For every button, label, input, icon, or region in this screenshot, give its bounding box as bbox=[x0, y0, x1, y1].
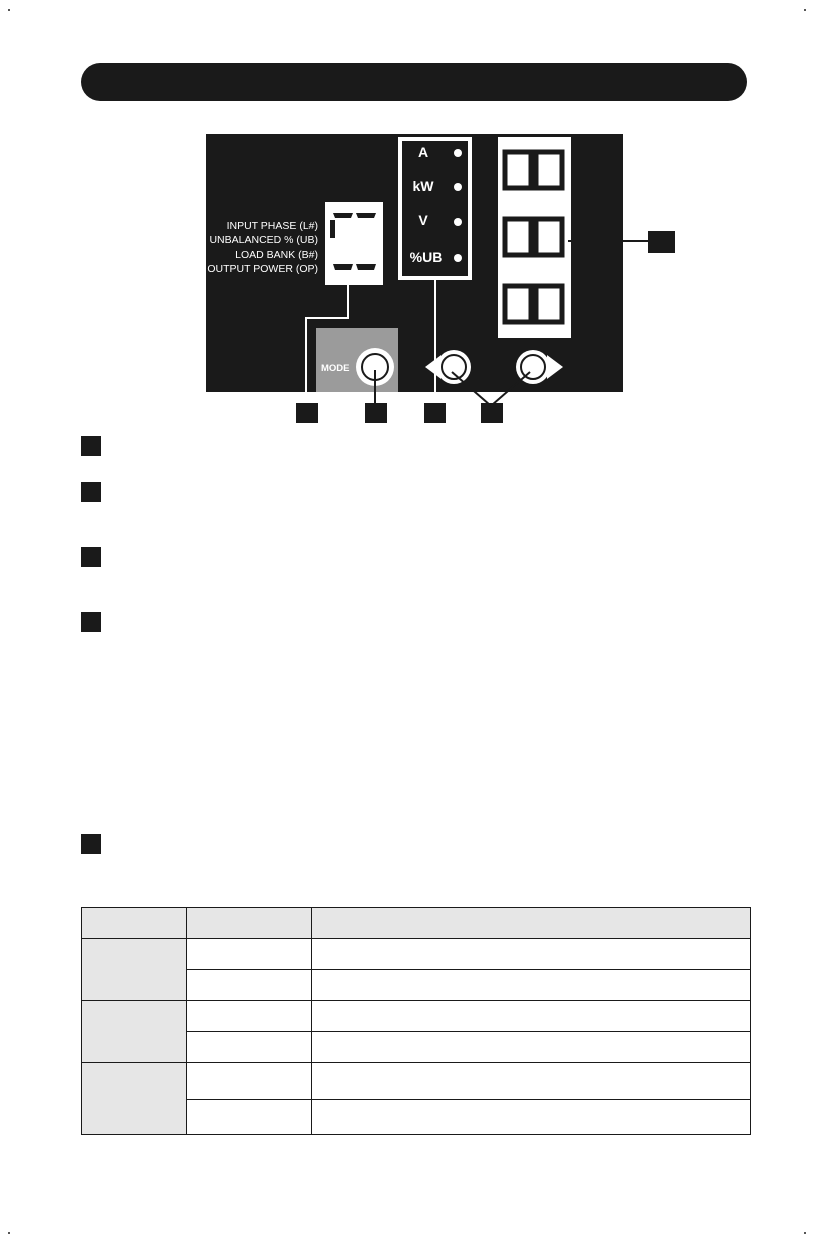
table-header-cell bbox=[187, 908, 312, 939]
table-cell bbox=[312, 970, 751, 1001]
status-label-output-power: OUTPUT POWER (OP) bbox=[207, 263, 318, 275]
table-group-cell bbox=[82, 1063, 187, 1135]
table-cell bbox=[187, 970, 312, 1001]
mode-table bbox=[81, 907, 751, 1135]
registration-tick bbox=[8, 1232, 10, 1234]
table-group-cell bbox=[82, 939, 187, 1001]
table-cell bbox=[187, 939, 312, 970]
table-cell bbox=[187, 1063, 312, 1100]
indicator-led bbox=[454, 183, 462, 191]
callout-marker bbox=[365, 403, 387, 423]
unit-indicator-column bbox=[398, 137, 472, 280]
registration-tick bbox=[804, 1232, 806, 1234]
table-group-cell bbox=[82, 1001, 187, 1063]
table-row bbox=[82, 939, 751, 970]
unit-label-v: V bbox=[418, 212, 428, 228]
table-row bbox=[82, 1001, 751, 1032]
status-label-load-bank: LOAD BANK (B#) bbox=[235, 249, 318, 261]
table-cell bbox=[312, 1032, 751, 1063]
status-label-input-phase: INPUT PHASE (L#) bbox=[226, 220, 318, 232]
table-row bbox=[82, 1063, 751, 1100]
control-panel-diagram bbox=[0, 0, 816, 440]
list-marker bbox=[81, 547, 101, 567]
mode-label: MODE bbox=[321, 363, 350, 374]
table-header-cell bbox=[82, 908, 187, 939]
main-digit-display bbox=[498, 137, 571, 338]
list-marker bbox=[81, 834, 101, 854]
status-label-unbalanced: UNBALANCED % (UB) bbox=[209, 234, 318, 246]
list-marker bbox=[81, 612, 101, 632]
table-cell bbox=[312, 1100, 751, 1135]
indicator-led bbox=[454, 254, 462, 262]
status-digit-display bbox=[325, 202, 383, 285]
list-marker bbox=[81, 436, 101, 456]
indicator-led bbox=[454, 149, 462, 157]
table-cell bbox=[187, 1032, 312, 1063]
callout-marker bbox=[424, 403, 446, 423]
table-cell bbox=[312, 939, 751, 970]
callout-marker bbox=[481, 403, 503, 423]
table-cell bbox=[187, 1100, 312, 1135]
callout-marker bbox=[296, 403, 318, 423]
table-cell bbox=[187, 1001, 312, 1032]
table-cell bbox=[312, 1063, 751, 1100]
callout-marker-display bbox=[648, 231, 675, 253]
unit-label-a: A bbox=[417, 144, 429, 160]
list-marker bbox=[81, 482, 101, 502]
indicator-led bbox=[454, 218, 462, 226]
unit-label-ub: %UB bbox=[409, 249, 443, 265]
table-header-row bbox=[82, 908, 751, 939]
table-header-cell bbox=[312, 908, 751, 939]
table-cell bbox=[312, 1001, 751, 1032]
unit-label-kw: kW bbox=[412, 178, 434, 194]
